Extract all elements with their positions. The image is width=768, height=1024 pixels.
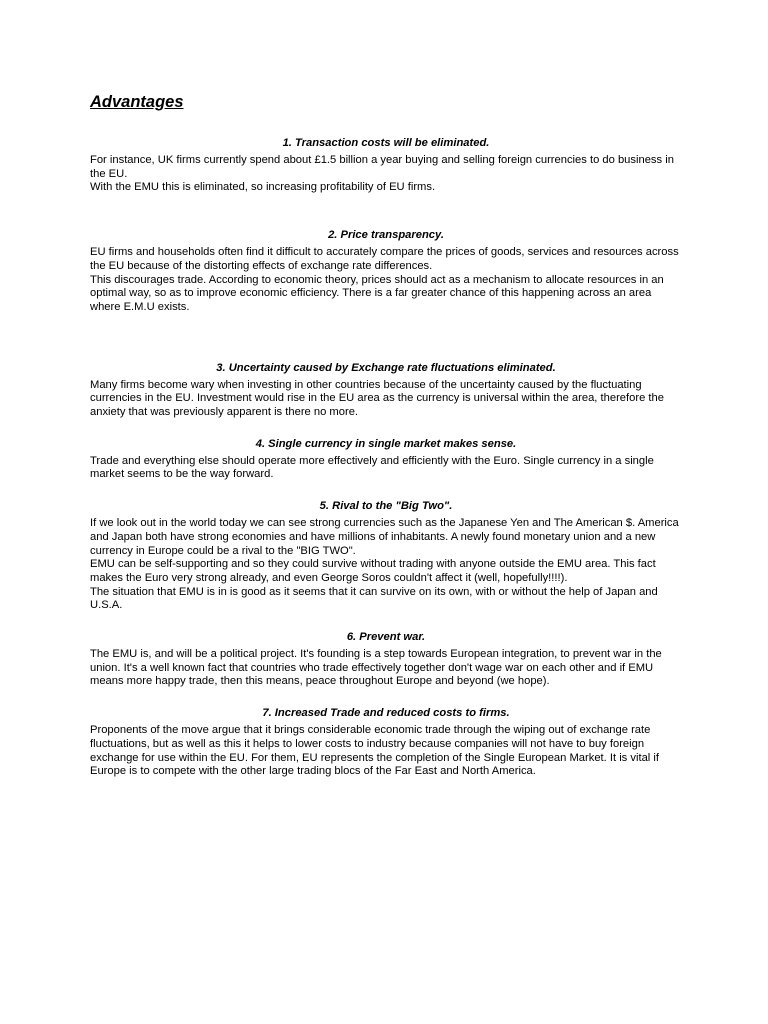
section-prevent-war bbox=[90, 630, 682, 689]
section-heading: 7. Increased Trade and reduced costs to firms. bbox=[262, 707, 510, 720]
section-paragraph: If we look out in the world today we can see strong currencies such as the Japanese Yen and The American $. America and Japan both have strong economies and have millions of inhabitants. A newly found monetary union and a new currency in Europe could be a rival to the "BIG TWO". bbox=[90, 517, 679, 557]
section-heading: 6. Prevent war. bbox=[346, 631, 426, 644]
document-page bbox=[90, 92, 682, 779]
section-paragraph: Proponents of the move argue that it brings considerable economic trade through the wiping out of exchange rate fluctuations, but as well as this it helps to lower costs to industry because companies will not have to buy foreign exchange for use within the EU. For them, EU represents the completion of the Single European Market. It is vital if Europe is to compete with the other large trading blocs of the Far East and North America. bbox=[90, 724, 659, 778]
section-paragraph: Many firms become wary when investing in other countries because of the uncertainty caused by the fluctuating currencies in the EU. Investment would rise in the EU area as the currency is universal within the area, therefore the anxiety that was previously apparent is there no more. bbox=[90, 378, 664, 419]
section-paragraph: The EMU is, and will be a political project. It's founding is a step towards European integration, to prevent war in the union. It's a well known fact that countries who trade effectively together don't wage war on each other and if EMU means more happy trade, then this means, peace throughout Europe and beyond (we hope). bbox=[90, 648, 662, 688]
section-paragraph: The situation that EMU is in is good as it seems that it can survive on its own, with or without the help of Japan and U.S.A. bbox=[90, 585, 658, 612]
section-heading: 3. Uncertainty caused by Exchange rate fluctuations eliminated. bbox=[216, 361, 556, 374]
section-paragraph: With the EMU this is eliminated, so increasing profitability of EU firms. bbox=[90, 181, 436, 194]
section-paragraph: For instance, UK firms currently spend about £1.5 billion a year buying and selling foreign currencies to do business in the EU. bbox=[90, 154, 674, 180]
section-paragraph: Trade and everything else should operate more effectively and efficiently with the Euro. Single currency in a single market seems to be the way forward. bbox=[90, 454, 654, 481]
section-heading: 1. Transaction costs will be eliminated. bbox=[282, 137, 490, 149]
document-title: Advantages bbox=[90, 93, 184, 111]
section-paragraph: EU firms and households often find it difficult to accurately compare the prices of goods, services and resources across the EU because of the distorting effects of exchange rate differences. bbox=[90, 246, 679, 272]
section-heading: 5. Rival to the "Big Two". bbox=[319, 500, 453, 513]
section-exchange-uncertainty bbox=[90, 361, 682, 420]
section-increased-trade bbox=[90, 706, 682, 779]
section-rival-big-two bbox=[90, 499, 682, 613]
section-heading: 4. Single currency in single market makes sense. bbox=[255, 437, 517, 450]
section-paragraph: This discourages trade. According to economic theory, prices should act as a mechanism to allocate resources in an optimal way, so as to improve economic efficiency. There is a far greater chance of this happening across an area where E.M.U exists. bbox=[90, 273, 664, 313]
section-paragraph: EMU can be self-supporting and so they could survive without trading with anyone outside the EMU area. This fact makes the Euro very strong already, and even George Soros couldn't affect it (well, hopefully!!!!). bbox=[90, 558, 656, 584]
section-transaction-costs bbox=[90, 136, 682, 195]
section-single-currency bbox=[90, 437, 682, 482]
section-price-transparency bbox=[90, 228, 682, 315]
section-heading: 2. Price transparency. bbox=[328, 229, 444, 242]
